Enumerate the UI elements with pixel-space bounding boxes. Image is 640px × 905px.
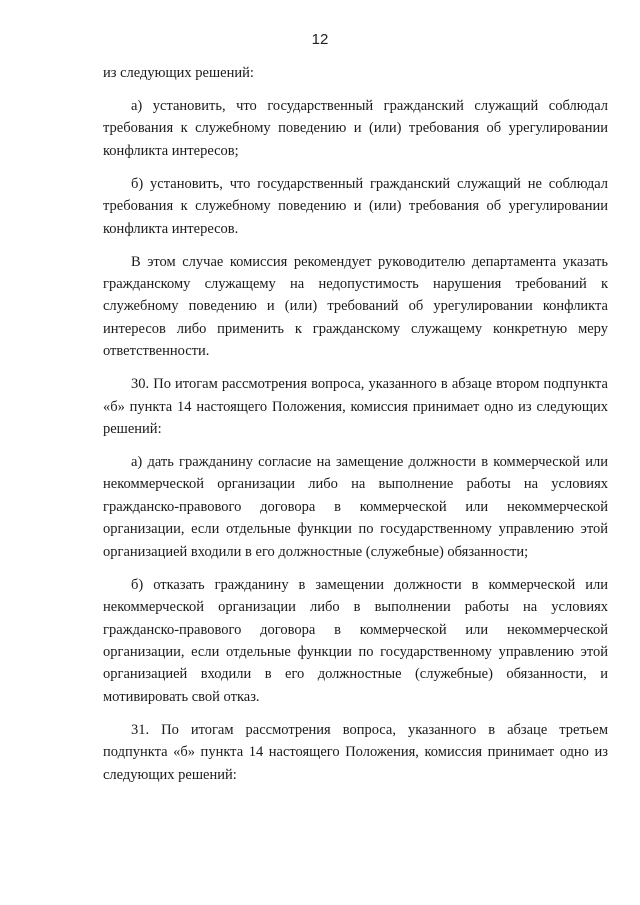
paragraph-continuation: из следующих решений:: [103, 65, 254, 81]
page-number: 12: [311, 31, 329, 48]
document-body: [103, 62, 608, 797]
paragraph-option-b-not-complied: б) установить, что государственный гражданский служащий не соблюдал требования к служебному поведению и (или) требования об урегулировании конфликта интересов.: [103, 175, 608, 237]
paragraph-commission-recommendation: В этом случае комиссия рекомендует руководителю департамента указать гражданскому служащему на недопустимость нарушения требований к служебному поведению и (или) требований об урегулировании конфликта интересов либо применить к гражданскому служащему конкретную меру ответственности.: [103, 253, 608, 360]
paragraph-option-a-complied: а) установить, что государственный гражданский служащий соблюдал требования к служебному поведению и (или) требования об урегулировании конфликта интересов;: [103, 98, 608, 159]
paragraph-item-30: 30. По итогам рассмотрения вопроса, указанного в абзаце втором подпункта «б» пункта 14 настоящего Положения, комиссия принимает одно из следующих решений:: [103, 376, 608, 438]
paragraph-item-30-option-b: б) отказать гражданину в замещении должности в коммерческой или некоммерческой организации либо в выполнении работы на условиях гражданско-правового договора в коммерческой или некоммерческой организации, если отдельные функции по государственному управлению этой организацией входили в его должностные (служебные) обязанности, и мотивировать свой отказ.: [103, 576, 608, 705]
paragraph-item-30-option-a: а) дать гражданину согласие на замещение должности в коммерческой или некоммерческой организации либо на выполнение работы на условиях гражданско-правового договора в коммерческой или некоммерческой организации, если отдельные функции по государственному управлению этой организацией входили в его должностные (служебные) обязанности;: [103, 454, 608, 560]
paragraph-item-31: 31. По итогам рассмотрения вопроса, указанного в абзаце третьем подпункта «б» пункта 14 настоящего Положения, комиссия принимает одно из следующих решений:: [103, 721, 608, 783]
